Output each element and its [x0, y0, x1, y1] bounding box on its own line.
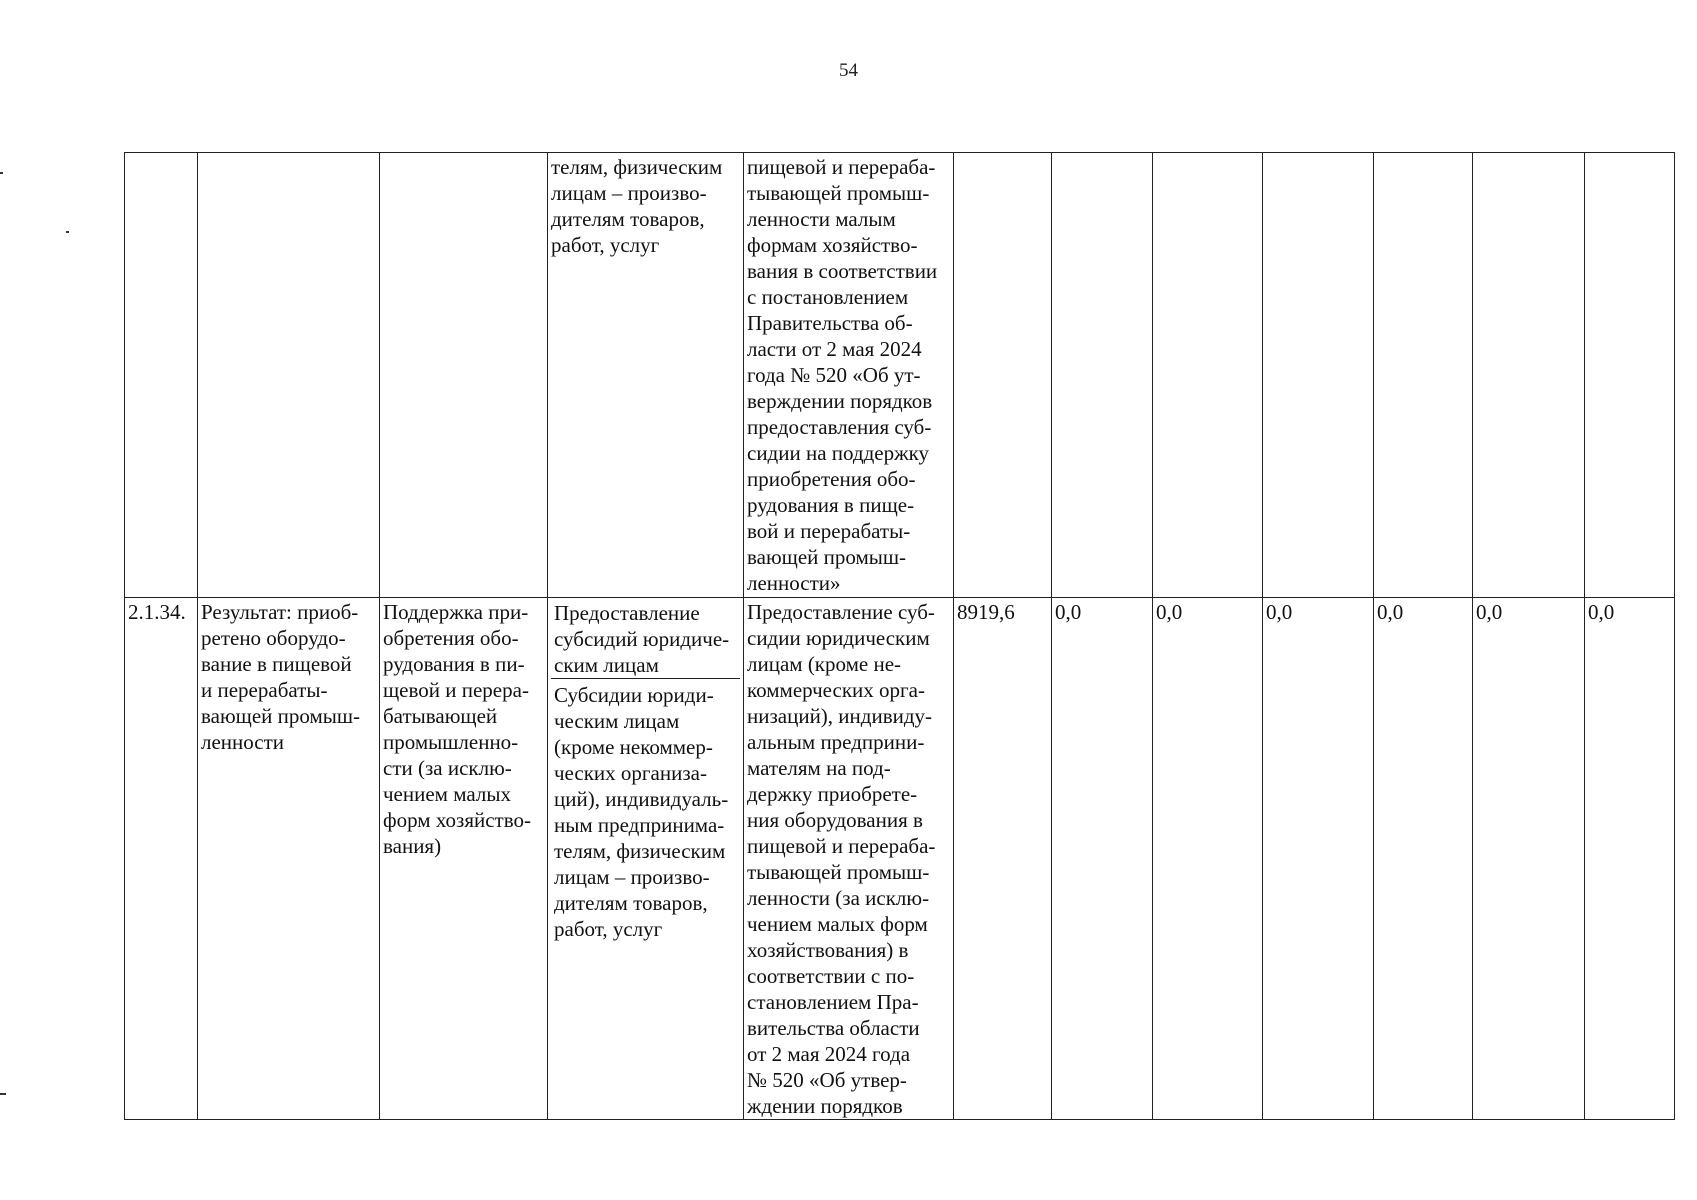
margin-mark-bottom	[0, 1093, 6, 1095]
cell-direction	[548, 598, 744, 1120]
cell-value: 0,0	[1052, 598, 1153, 1120]
cell-value: 0,0	[1585, 598, 1675, 1120]
cell-description: Предоставление суб- сидии юридическим лицам (кроме не- коммерческих орга- низаций), индивиду- альным предприни- мателям на под- держку приобрете- ния оборудования в пищевой и перераба- тывающей промыш- ленности (за исклю- чением малых форм хозяйствования) в соответствии с по- становлением Пра- вительства области от 2 мая 2024 года № 520 «Об утвер- ждении порядков	[744, 598, 954, 1120]
cell-value: 0,0	[1473, 598, 1585, 1120]
cell-row-number: 2.1.34.	[125, 598, 198, 1120]
table-row-2-1-34	[125, 598, 1675, 1120]
direction-type: Предоставление субсидий юридиче- ским лицам	[551, 599, 740, 679]
margin-mark-middle	[66, 231, 69, 233]
direction-recipients: Субсидии юриди- ческим лицам (кроме некоммер- ческих организа- ций), индивидуаль- ным предпринима- телям, физическим лицам – произво- дителям товаров, работ, услуг	[554, 683, 729, 941]
cell-value-empty	[1374, 153, 1473, 598]
margin-mark-top	[0, 172, 3, 174]
cell-description-continued: пищевой и перераба- тывающей промыш- ленности малым формам хозяйство- вания в соответствии с постановлением Правительства об- ласти от 2 мая 2024 года № 520 «Об ут- верждении порядков предоставления суб- сидии на поддержку приобретения обо- рудования в пище- вой и перерабаты- вающей промыш- ленности»	[744, 153, 954, 598]
cell-value-empty	[1473, 153, 1585, 598]
cell-value-empty	[1263, 153, 1374, 598]
cell-recipients-continued: телям, физическим лицам – произво- дителям товаров, работ, услуг	[548, 153, 744, 598]
cell-value-empty	[954, 153, 1052, 598]
cell-value-empty	[1153, 153, 1263, 598]
cell-value-total: 8919,6	[954, 598, 1052, 1120]
table-row-continued	[125, 153, 1675, 598]
page-number: 54	[839, 60, 858, 81]
program-table	[124, 152, 1675, 1120]
cell-number-empty	[125, 153, 198, 598]
cell-value: 0,0	[1153, 598, 1263, 1120]
cell-result: Результат: приоб- ретено оборудо- вание в пищевой и перерабаты- вающей промыш- ленности	[198, 598, 380, 1120]
cell-measure-empty	[380, 153, 548, 598]
cell-result-empty	[198, 153, 380, 598]
cell-value: 0,0	[1374, 598, 1473, 1120]
cell-value: 0,0	[1263, 598, 1374, 1120]
cell-value-empty	[1052, 153, 1153, 598]
cell-value-empty	[1585, 153, 1675, 598]
cell-measure: Поддержка при- обретения обо- рудования в пи- щевой и перера- батывающей промышленно- сти (за исклю- чением малых форм хозяйство- вания)	[380, 598, 548, 1120]
